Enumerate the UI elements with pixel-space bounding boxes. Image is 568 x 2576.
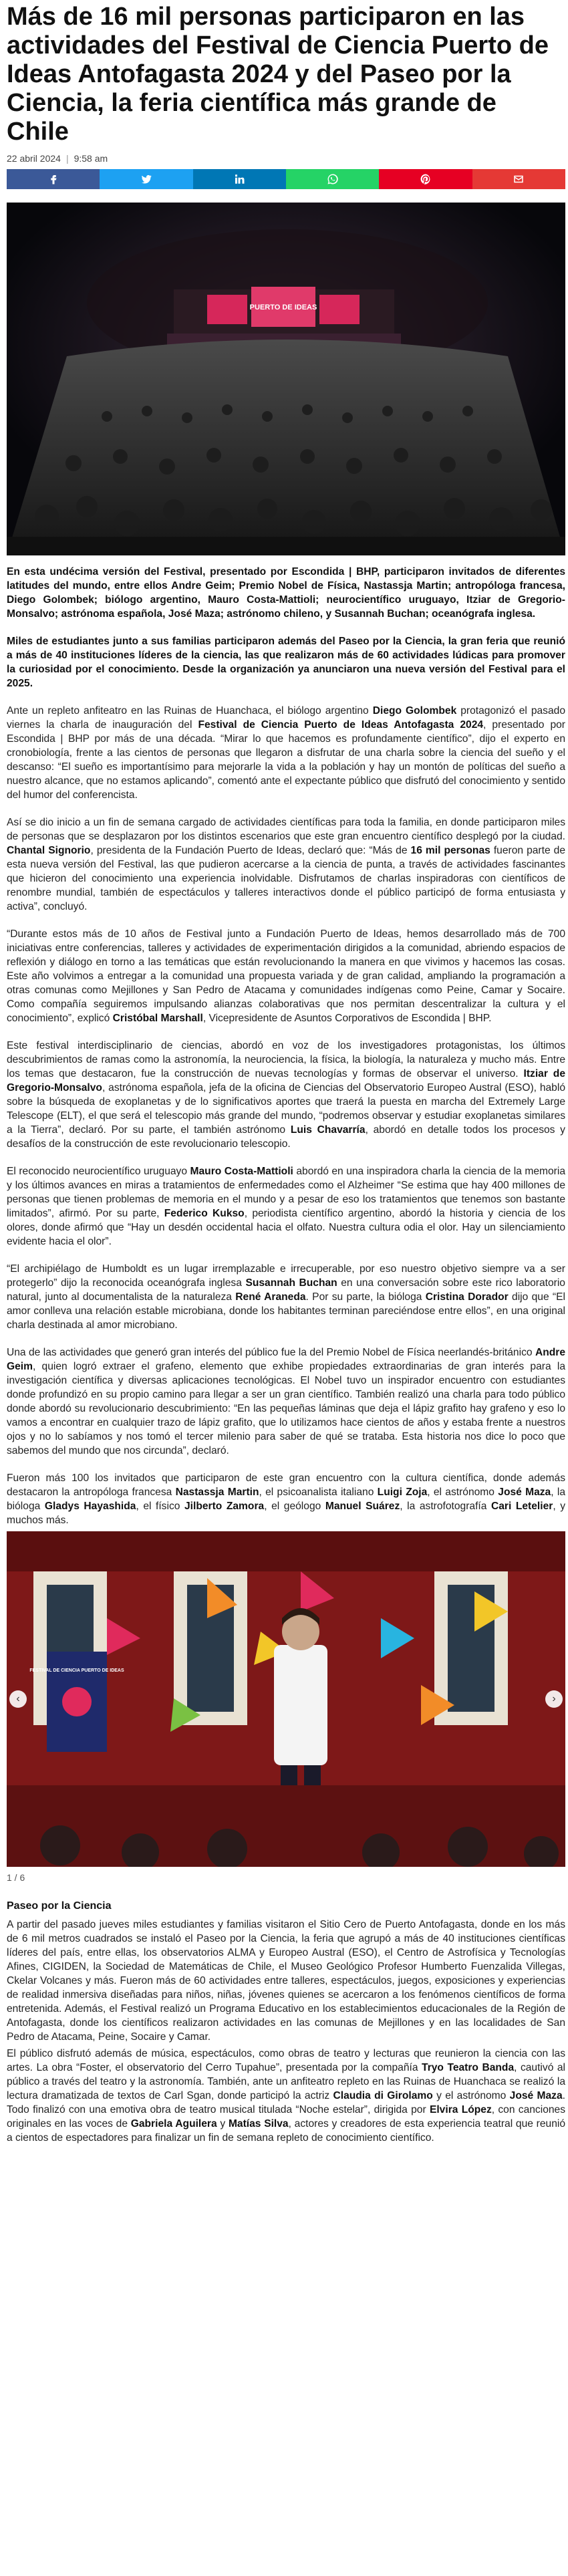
- email-icon: [513, 173, 525, 185]
- share-twitter-button[interactable]: [100, 169, 192, 189]
- text: Ante un repleto anfiteatro en las Ruinas de Huanchaca, el biólogo argentino: [7, 705, 373, 717]
- text: , presidenta de la Fundación Puerto de Ideas, declaró que: “Más de: [90, 845, 411, 856]
- gallery-prev-button[interactable]: [9, 1690, 27, 1708]
- bold-name: Cristina Dorador: [425, 1291, 509, 1303]
- text: El reconocido neurocientífico uruguayo: [7, 1166, 190, 1177]
- text: y el astrónomo: [432, 2090, 510, 2101]
- lead-text-1: En esta undécima versión del Festival, presentado por Escondida | BHP, participaron invitados de diferentes latitudes del mundo, entre ellos Andre Geim; Premio Nobel de Física, Nastassja Martin; antropóloga francesa, Diego Golombek; biólogo argentino, Mauro Costa-Mattioli; neurocientífico uruguayo, Itziar de Gregorio-Monsalvo; astrónoma española, José Maza; astrónomo chileno, y Susannah Buchan; oceanógrafa inglesa.: [7, 566, 565, 620]
- bold-name: Nastassja Martin: [175, 1487, 259, 1498]
- lead-paragraph-2: [7, 634, 565, 690]
- text: Así se dio inicio a un fin de semana cargado de actividades científicas para toda la familia, en donde participaron miles de personas que se desplazaron por los distintos escenarios que este gran encuentro científico desplegó por la ciudad.: [7, 817, 565, 842]
- article-time: 9:58 am: [74, 153, 108, 164]
- bold-name: Claudia di Girolamo: [333, 2090, 433, 2101]
- text: protagonizó el pasado viernes la charla de inauguración del: [7, 705, 565, 731]
- text: , el geólogo: [264, 1501, 325, 1512]
- bold-name: Tryo Teatro Banda: [422, 2062, 515, 2073]
- gallery-counter: 1 / 6: [7, 1872, 25, 1883]
- section2-paragraph-2: [7, 2047, 565, 2145]
- article-body-section-2: [7, 1900, 565, 2145]
- text: abordó en una inspiradora charla la ciencia de la memoria y los últimos avances en miras a tratamientos de enfermedades como el Alzheimer “Se estima que hay 400 millones de personas que tienen problemas de memoria en el mundo y a pesar de eso los tratamientos que tenemos son bastante limitados”, afirmó. Por su parte,: [7, 1166, 565, 1219]
- text: . Por su parte, la bióloga: [305, 1291, 426, 1303]
- paragraph-9: [7, 1345, 565, 1458]
- bold-name: Festival de Ciencia Puerto de Ideas Antofagasta 2024: [198, 719, 484, 731]
- paragraph-10: [7, 1471, 565, 1527]
- text: , Vicepresidente de Asuntos Corporativos de Escondida | BHP.: [202, 1013, 492, 1024]
- paragraph-8: [7, 1262, 565, 1332]
- bold-name: Cari Letelier: [490, 1501, 553, 1512]
- bold-name: Elvira López: [429, 2104, 492, 2115]
- bold-name: Cristóbal Marshall: [112, 1013, 203, 1024]
- article-date: 22 abril 2024: [7, 153, 61, 164]
- article-body: [7, 565, 565, 1527]
- bold-name: Mauro Costa-Mattioli: [190, 1166, 293, 1177]
- meta-separator: |: [65, 153, 69, 164]
- text: dijo que “El amor conlleva una relación estable microbiana, donde los habitantes terminan pareciéndose entre ellos”, en una original charla destinada al amor microbiano.: [7, 1291, 565, 1331]
- bold-name: Manuel Suárez: [325, 1501, 400, 1512]
- text: , actores y creadores de esta experiencia teatral que reunió a cientos de espectadores para finalizar un fin de semana repleto de conocimiento científico.: [7, 2118, 565, 2144]
- text: “El archipiélago de Humboldt es un lugar irremplazable e irrecuperable, por eso nuestro objetivo siempre va a ser protegerlo” dijo la reconocida oceanógrafa inglesa: [7, 1263, 565, 1289]
- bold-name: Matías Silva: [228, 2118, 289, 2130]
- lead-text-2: Miles de estudiantes junto a sus familias participaron además del Paseo por la Ciencia, la gran feria que reunió a más de 40 instituciones líderes de la ciencia, las que realizaron más de 60 actividades lúdicas para promover la curiosidad por el conocimiento. Desde la organización ya anunciaron una nueva versión del Festival para el 2025.: [7, 636, 565, 689]
- article-title: Más de 16 mil personas participaron en las actividades del Festival de Ciencia Puerto de Ideas Antofagasta 2024 y del Paseo por la Ciencia, la feria científica más grande de Chile: [7, 3, 549, 146]
- article-meta: [7, 153, 565, 164]
- bold-name: Gladys Hayashida: [44, 1501, 136, 1512]
- share-facebook-button[interactable]: [7, 169, 100, 189]
- gallery-next-button[interactable]: [545, 1690, 563, 1708]
- linkedin-icon: [233, 173, 245, 185]
- share-pinterest-button[interactable]: [379, 169, 472, 189]
- bold-name: Itziar de Gregorio-Monsalvo: [7, 1068, 565, 1093]
- bold-name: Andre Geim: [7, 1347, 565, 1372]
- hero-image: [7, 203, 565, 555]
- text: , presentado por Escondida | BHP por más de una década. “Mirar lo que hacemos es profundamente científico”, dijo el experto en cronobiología, frente a las cientos de personas que llegaron a disfrutar de una charla sobre la ciencia del sueño y el descanso: “El sueño es importantísimo para mejorarle la vida a la población y hay un montón de políticas del sueño a nuestro alcance, que no estamos aplicando”, comentó ante el expectante público que disfrutó del conocimiento y sentido del humor del conferencista.: [7, 719, 565, 801]
- paragraph-5: [7, 927, 565, 1025]
- share-email-button[interactable]: [472, 169, 565, 189]
- text: , quien logró extraer el grafeno, elemento que exhibe propiedades extraordinarias de gran interés para la investigación científica y diversas aplicaciones tecnológicas. El Nobel tuvo un inspirador encuentro con estudiantes donde profundizó en su propio camino para llegar a ser un gran científico. También realizó una charla para todo público donde abordó su revolucionario descubrimiento: “En las pequeñas láminas que deja el lápiz grafito hay grafeno y eso lo vamos a encontrar en cualquier trazo de lápiz grafito, que lo utilizamos hace cientos de años y estaba frente a nuestros ojos y no lo sabíamos y nos tomó el tercer milenio para saber de qué se trataba. Esta historia nos dice lo poco que sabemos del mundo que nos circunda”, declaró.: [7, 1361, 565, 1456]
- share-bar: [7, 169, 565, 189]
- poster-text: FESTIVAL DE CIENCIA PUERTO DE IDEAS: [29, 1668, 124, 1673]
- bold-name: Gabriela Aguilera: [130, 2118, 217, 2130]
- twitter-icon: [140, 173, 152, 185]
- text: , abordó en detalle todos los procesos y desafíos de la construcción de este revolucionario telescopio.: [7, 1124, 565, 1150]
- bold-name: José Maza: [509, 2090, 563, 2101]
- bold-name: Luis Chavarría: [290, 1124, 366, 1136]
- bold-name: René Araneda: [235, 1291, 306, 1303]
- text: fueron parte de esta nueva versión del Festival, las que pudieron acercarse a la ciencia de punta, a través de actividades fascinantes que hicieron del conocimiento una experiencia inolvidable. Disfrutamos de charlas inspiradoras con científicos de renombre mundial, también de espectáculos y talleres interactivos donde el público participó de forma entusiasta y activa”, concluyó.: [7, 845, 566, 912]
- text: , el astrónomo: [427, 1487, 499, 1498]
- section-heading: Paseo por la Ciencia: [7, 1900, 112, 1912]
- text: , la bióloga: [7, 1487, 565, 1512]
- text: A partir del pasado jueves miles estudiantes y familias visitaron el Sitio Cero de Puerto Antofagasta, donde en los más de 6 mil metros cuadrados se instaló el Paseo por la Ciencia, la feria que agrupó a más de 40 instituciones científicas líderes del país, entre ellas, los observatorios ALMA y Europeo Austral (ESO), el Centro de Astrofísica y Tecnologías Afines, CIGIDEN, la Sociedad de Matemáticas de Chile, el Museo Geológico Profesor Humberto Fuenzalida Villegas, Ckelar Volcanes y más. Fueron más de 60 actividades entre talleres, espectáculos, juegos, exposiciones y experiencias de realidad inmersiva diseñadas para niños, niñas, jóvenes quienes se acercaron a los fenómenos científicos de forma entretenida. Además, el Festival realizó un Programa Educativo en los establecimientos educacionales de la Región de Antofagasta, donde los científicos realizaron actividades en las comunas de Mejillones y en las localidades de San Pedro de Atacama, Peine, Socaire y Camar.: [7, 1919, 565, 2043]
- paragraph-4: [7, 815, 565, 914]
- chevron-right-icon: ›: [552, 1693, 556, 1704]
- text: , con canciones originales en las voces de: [7, 2104, 566, 2130]
- text: Una de las actividades que generó gran interés del público fue la del Premio Nobel de Física neerlandés-británico: [7, 1347, 535, 1358]
- bold-name: Chantal Signorio: [7, 845, 91, 856]
- screen-text: PUERTO DE IDEAS: [249, 303, 317, 311]
- bold-name: José Maza: [498, 1487, 551, 1498]
- bold-name: 16 mil personas: [410, 845, 490, 856]
- article-page: [7, 3, 565, 2145]
- paragraph-3: [7, 704, 565, 802]
- facebook-icon: [47, 173, 59, 185]
- paragraph-7: [7, 1164, 565, 1249]
- whatsapp-icon: [327, 173, 339, 185]
- pinterest-icon: [420, 173, 432, 185]
- share-whatsapp-button[interactable]: [286, 169, 379, 189]
- section2-paragraph-1: [7, 1918, 565, 2044]
- chevron-left-icon: ‹: [16, 1693, 20, 1704]
- text: El público disfrutó además de música, espectáculos, como obras de teatro y lecturas que reunieron la ciencia con las artes. La obra “Foster, el observatorio del Cerro Tupahue”, presentada por la compañía: [7, 2048, 565, 2073]
- text: , el físico: [136, 1501, 184, 1512]
- text: , la astrofotografía: [400, 1501, 491, 1512]
- bold-name: Luigi Zoja: [377, 1487, 428, 1498]
- text: Este festival interdisciplinario de ciencias, abordó en voz de los investigadores protagonistas, los últimos descubrimientos de ramas como la astronomía, la neurociencia, la física, la biología, la naturaleza y mucho más. Entre los temas que destacaron, fue la construcción de nuevas tecnologías y formas de observar el universo.: [7, 1040, 565, 1079]
- text: . Todo finalizó con una emotiva obra de teatro musical titulada “Noche estelar”, dirigida por: [7, 2090, 565, 2115]
- bold-name: Jilberto Zamora: [184, 1501, 265, 1512]
- text: “Durante estos más de 10 años de Festival junto a Fundación Puerto de Ideas, hemos desarrollado más de 700 iniciativas entre conferencias, talleres y actividades de experimentación dirigidos a la comunidad, abriendo espacios de reflexión y diálogo en torno a las temáticas que están revolucionando la manera en que vivimos y hacemos las cosas. Este año volvimos a entregar a la comunidad una propuesta variada y de gran calidad, ampliando la programación a otras comunas como Mejillones y San Pedro de Atacama y comunidades indígenas como Peine, Camar y Socaire. Como compañía seguiremos impulsando alianzas colaborativas que nos permitan descentralizar la cultura y el conocimiento”, explicó: [7, 928, 565, 1024]
- bold-name: Susannah Buchan: [245, 1277, 337, 1289]
- text: , astrónoma española, jefa de la oficina de Ciencias del Observatorio Europeo Austral (ESO), habló sobre la búsqueda de exoplanetas y de lo significativos aportes que traerá la puesta en marcha del Extremely Large Telescope (ELT), el que será el telescopio más grande del mundo, “podremos observar y estudiar exoplanetas similares a la Tierra”, declaró. Por su parte, el también astrónomo: [7, 1082, 565, 1136]
- text: en una conversación sobre este rico laboratorio natural, junto al documentalista de la naturaleza: [7, 1277, 565, 1303]
- text: , periodista científico argentino, abordó la historia y ciencia de los olores, donde afirmó que “Hay un desdén occidental hacia el olfato. Nuestra cultura odia el olor. Hay un silenciamiento evidente hacia el olor”.: [7, 1208, 566, 1247]
- bold-name: Diego Golombek: [372, 705, 457, 717]
- text: Fueron más 100 los invitados que participaron de este gran encuentro con la cultura científica, donde además destacaron la antropóloga francesa: [7, 1472, 565, 1498]
- text: , y muchos más.: [7, 1501, 566, 1526]
- text: y: [217, 2118, 229, 2130]
- share-linkedin-button[interactable]: [193, 169, 286, 189]
- lead-paragraph-1: [7, 565, 565, 621]
- photo-gallery: [7, 1531, 565, 1867]
- paragraph-6: [7, 1039, 565, 1151]
- bold-name: Federico Kukso: [164, 1208, 245, 1219]
- text: , cautivó al público a través del teatro y la astronomía. También, ante un anfiteatro repleto en las Ruinas de Huanchaca se realizó la lectura dramatizada de textos de Carl Sgan, donde participó la actriz: [7, 2062, 565, 2101]
- text: , el psicoanalista italiano: [259, 1487, 378, 1498]
